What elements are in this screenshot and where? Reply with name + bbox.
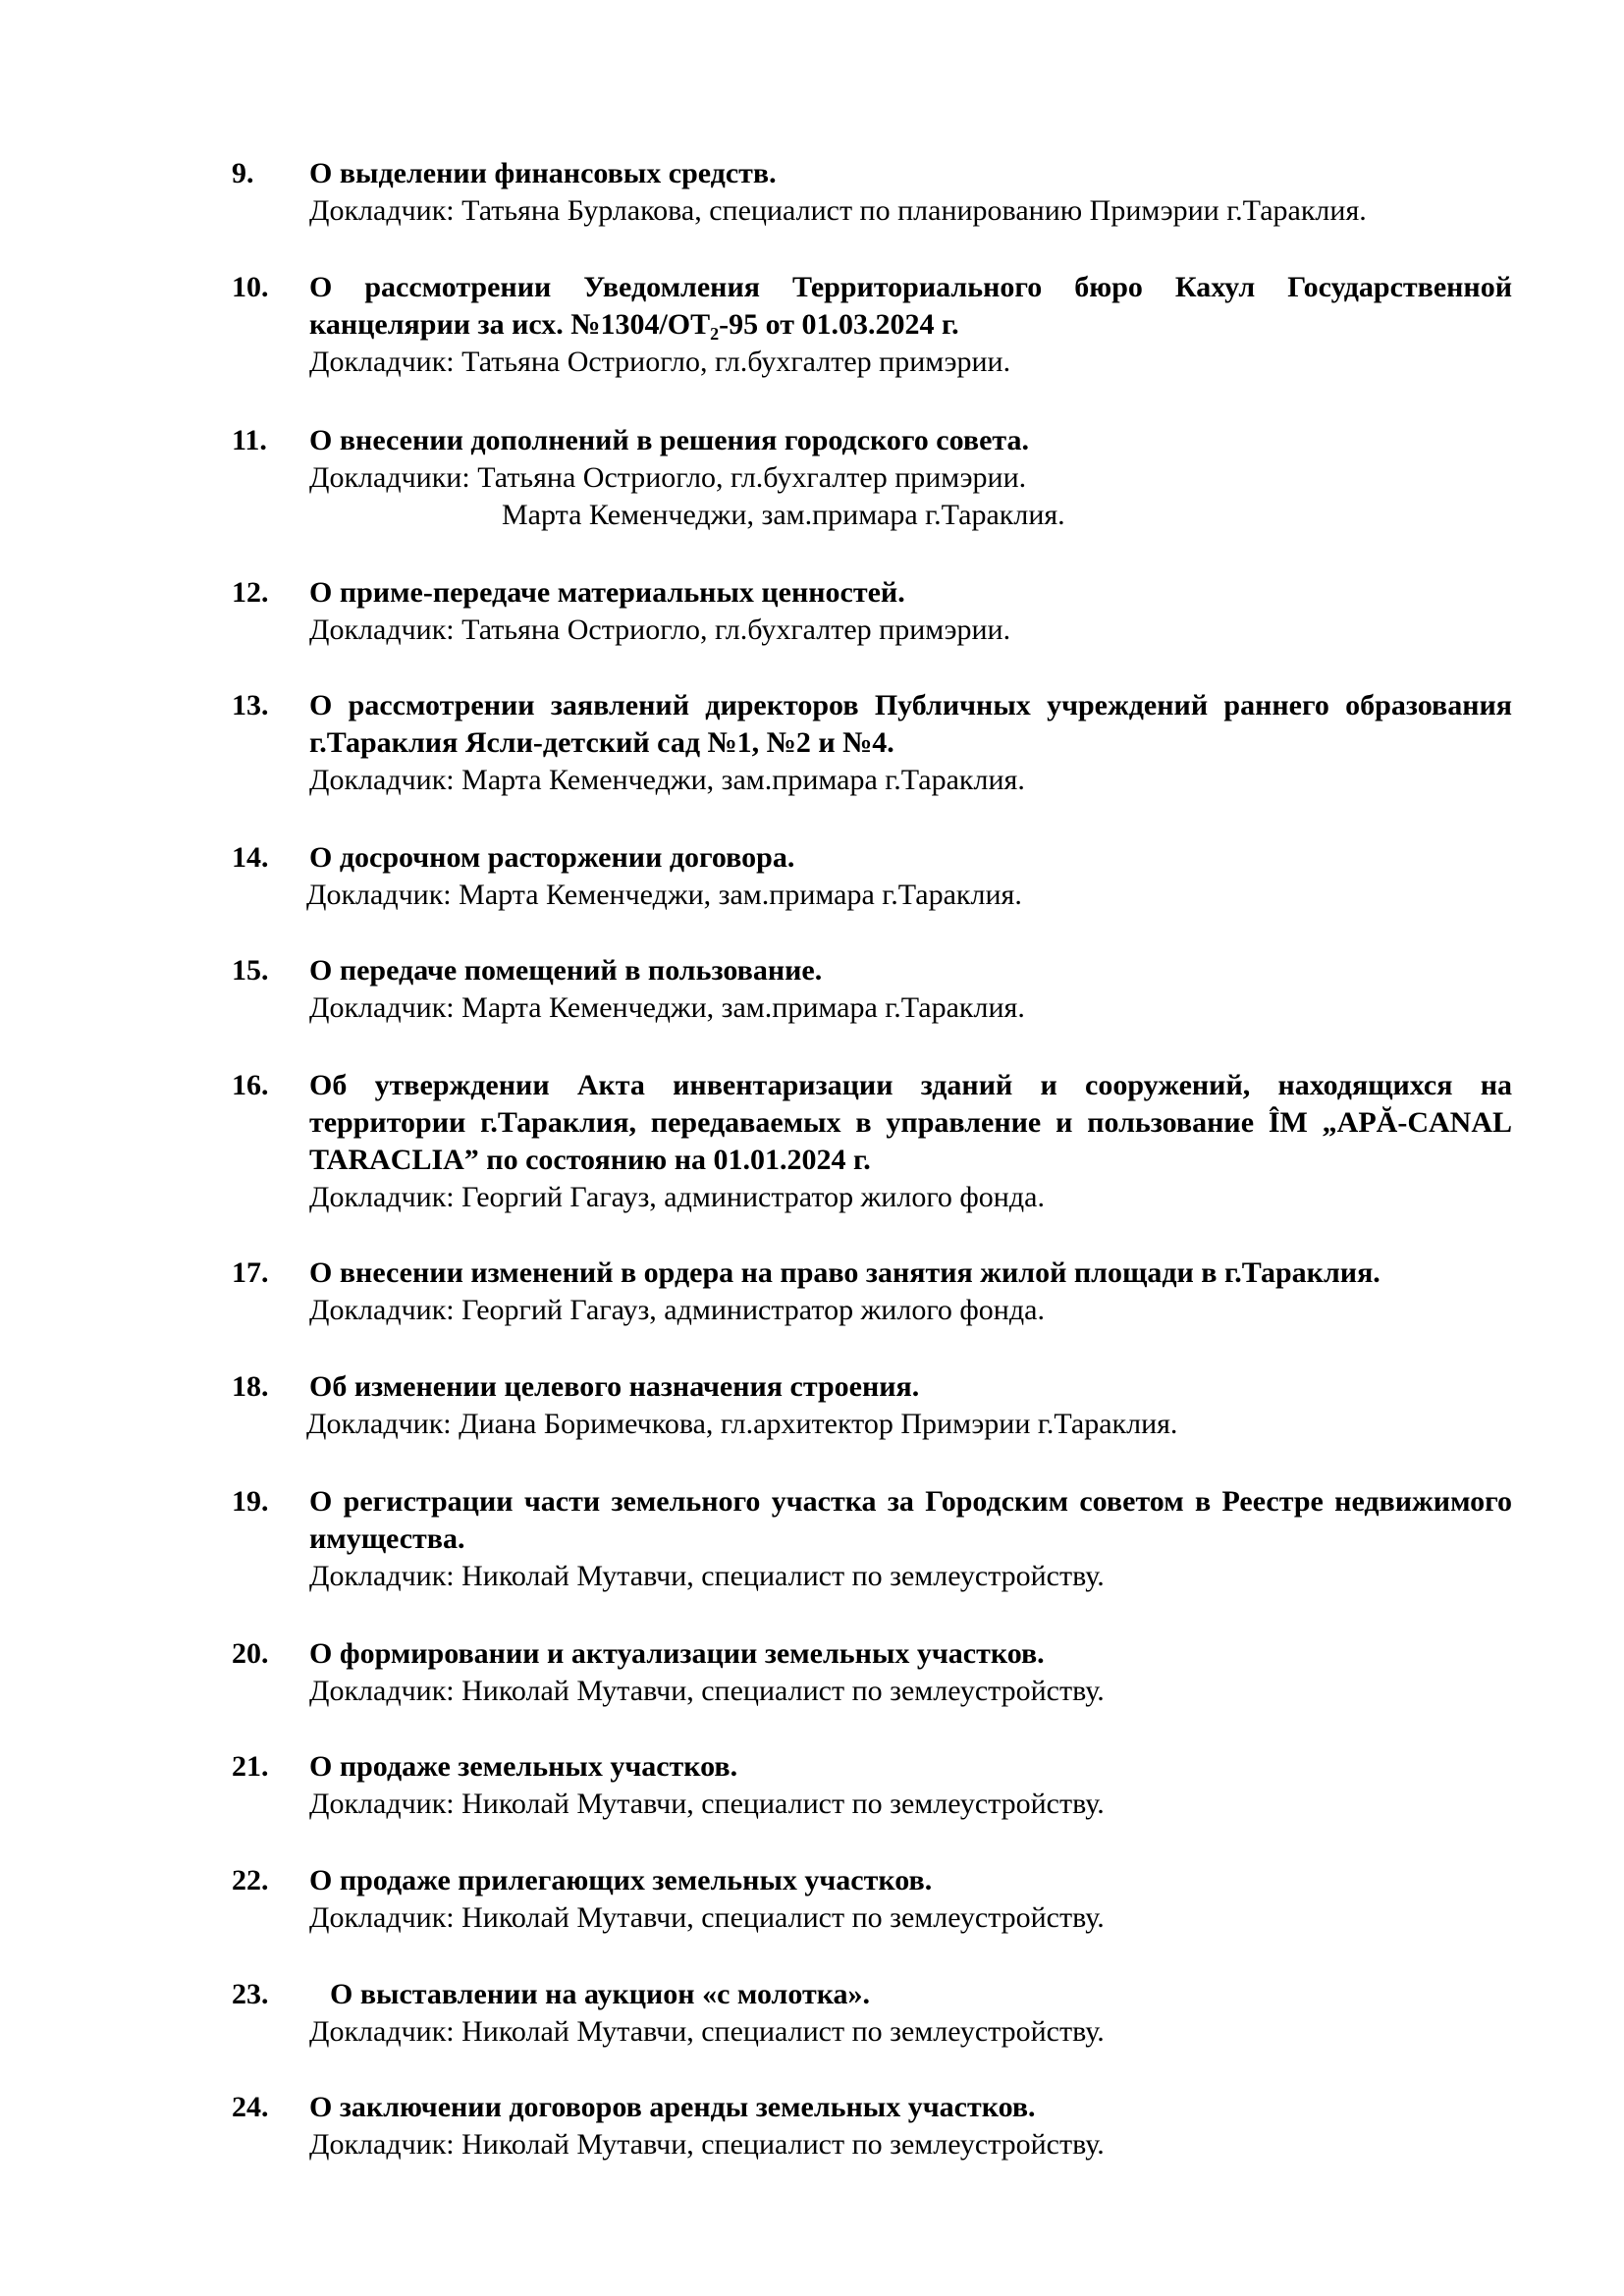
item-speaker: Докладчик: Диана Боримечкова, гл.архитектор Примэрии г.Тараклия. xyxy=(306,1408,1178,1440)
item-title xyxy=(309,269,1512,344)
item-speaker: Докладчик: Марта Кеменчеджи, зам.примара г.Тараклия. xyxy=(309,764,1025,796)
item-number: 10. xyxy=(232,271,269,303)
item-speaker-secondary: Марта Кеменчеджи, зам.примара г.Тараклия. xyxy=(502,499,1065,531)
item-number: 11. xyxy=(232,424,267,456)
item-speaker: Докладчик: Николай Мутавчи, специалист по землеустройству. xyxy=(309,1788,1105,1820)
item-speaker: Докладчик: Николай Мутавчи, специалист по землеустройству. xyxy=(309,2128,1105,2161)
item-number: 21. xyxy=(232,1750,269,1783)
item-speaker: Докладчик: Татьяна Бурлакова, специалист по планированию Примэрии г.Тараклия. xyxy=(309,194,1367,227)
item-title: О выставлении на аукцион «с молотка». xyxy=(330,1978,871,2010)
item-title: О регистрации части земельного участка за Городским советом в Реестре недвижимого имущества. xyxy=(309,1485,1512,1555)
item-speaker: Докладчик: Марта Кеменчеджи, зам.примара г.Тараклия. xyxy=(309,991,1025,1024)
item-number: 15. xyxy=(232,954,269,987)
item-number: 17. xyxy=(232,1256,269,1289)
item-title: О заключении договоров аренды земельных участков. xyxy=(309,2091,1036,2123)
item-title: О внесении дополнений в решения городского совета. xyxy=(309,424,1029,456)
item-speaker: Докладчик: Николай Мутавчи, специалист по землеустройству. xyxy=(309,1560,1105,1592)
item-speaker: Докладчик: Георгий Гагауз, администратор жилого фонда. xyxy=(309,1181,1045,1213)
item-number: 13. xyxy=(232,689,269,721)
item-number: 16. xyxy=(232,1069,269,1101)
item-title: О внесении изменений в ордера на право занятия жилой площади в г.Тараклия. xyxy=(309,1256,1380,1289)
item-number: 18. xyxy=(232,1370,269,1403)
item-title: О досрочном расторжении договора. xyxy=(309,841,795,874)
item-speaker: Докладчик: Татьяна Остриогло, гл.бухгалтер примэрии. xyxy=(309,346,1011,378)
item-number: 9. xyxy=(232,157,254,189)
item-title: О выделении финансовых средств. xyxy=(309,157,777,189)
item-speaker: Докладчик: Николай Мутавчи, специалист по землеустройству. xyxy=(309,1901,1105,1934)
item-title: О продаже прилегающих земельных участков. xyxy=(309,1864,933,1896)
item-speaker: Докладчик: Георгий Гагауз, администратор жилого фонда. xyxy=(309,1294,1045,1326)
item-title: О передаче помещений в пользование. xyxy=(309,954,823,987)
item-number: 14. xyxy=(232,841,269,874)
item-number: 19. xyxy=(232,1485,269,1518)
item-number: 22. xyxy=(232,1864,269,1896)
item-title: Об утверждении Акта инвентаризации зданий и сооружений, находящихся на территории г.Тараклия, передаваемых в управление и пользование ÎM „APĂ-CANAL TARACLIA” по состоянию на 01.01.2024 г. xyxy=(309,1069,1512,1176)
item-title: Об изменении целевого назначения строения. xyxy=(309,1370,920,1403)
item-title-text: О рассмотрении Уведомления Территориального бюро Кахул Государственной канцелярии за исх. №1304/OT₂-95 от 01.03.2024 г. xyxy=(309,271,1512,341)
item-number: 24. xyxy=(232,2091,269,2123)
item-number: 12. xyxy=(232,576,269,609)
item-speaker: Докладчик: Николай Мутавчи, специалист по землеустройству. xyxy=(309,1675,1105,1707)
item-title: О формировании и актуализации земельных участков. xyxy=(309,1637,1045,1670)
item-title: О рассмотрении заявлений директоров Публичных учреждений раннего образования г.Тараклия Ясли-детский сад №1, №2 и №4. xyxy=(309,689,1512,759)
item-title: О продаже земельных участков. xyxy=(309,1750,738,1783)
item-speaker: Докладчик: Татьяна Остриогло, гл.бухгалтер примэрии. xyxy=(309,614,1011,646)
item-number: 20. xyxy=(232,1637,269,1670)
item-title: О приме-передаче материальных ценностей. xyxy=(309,576,905,609)
item-speaker: Докладчик: Марта Кеменчеджи, зам.примара г.Тараклия. xyxy=(306,879,1022,911)
item-speaker: Докладчики: Татьяна Остриогло, гл.бухгалтер примэрии. xyxy=(309,461,1027,494)
item-speaker: Докладчик: Николай Мутавчи, специалист по землеустройству. xyxy=(309,2015,1105,2048)
item-number: 23. xyxy=(232,1978,269,2010)
